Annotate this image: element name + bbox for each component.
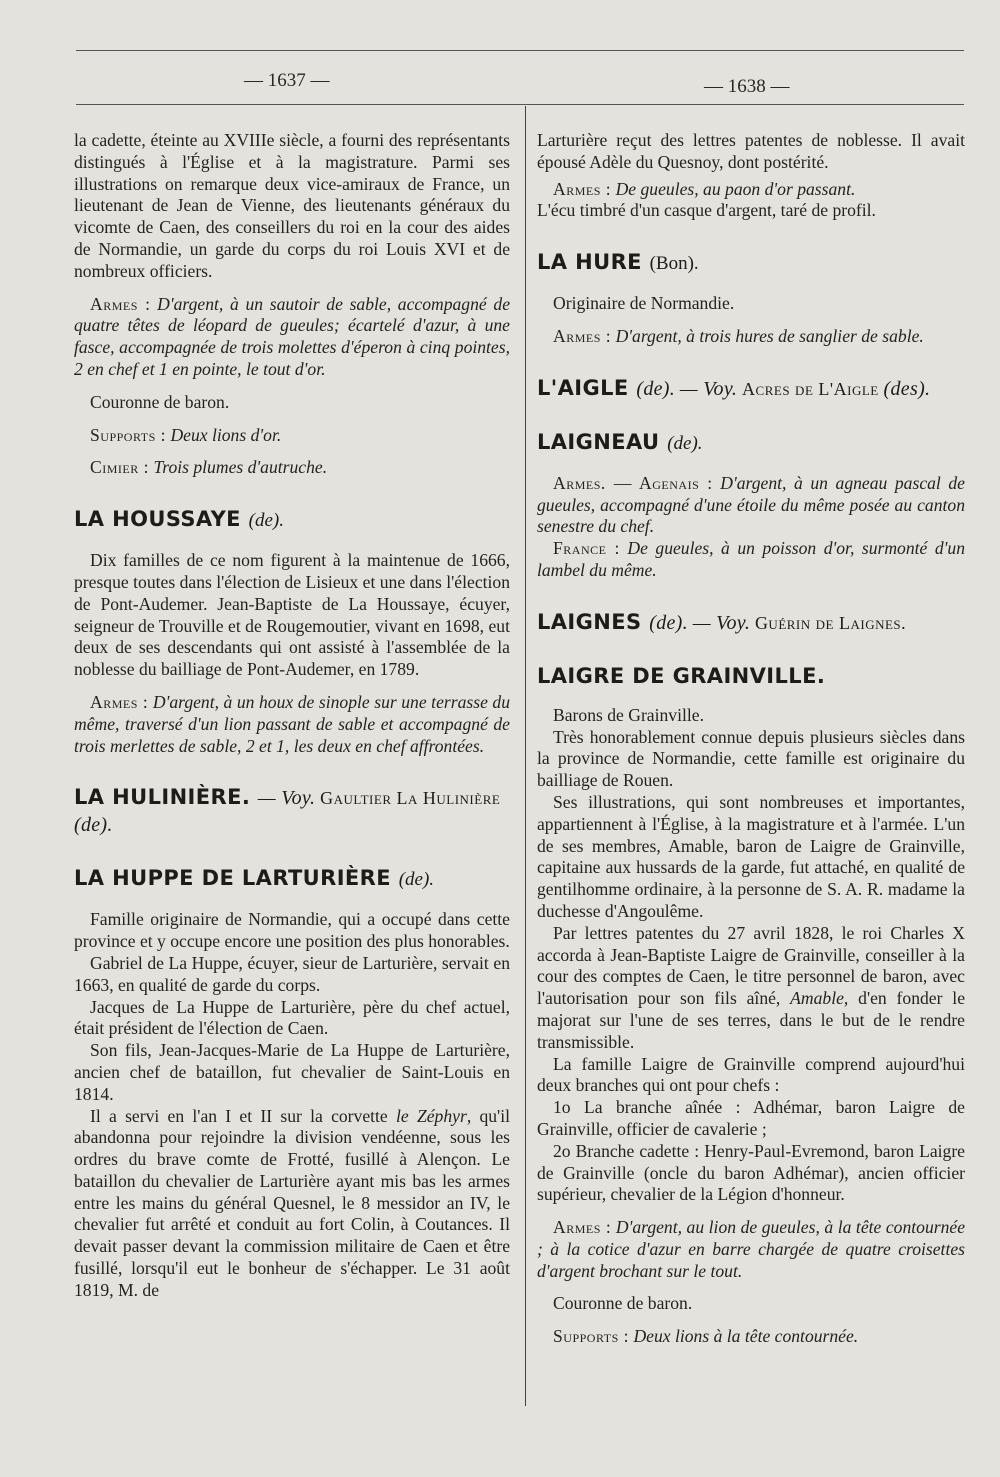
huppe-p3: Jacques de La Huppe de Larturière, père du chef actuel, était président de l'élection de Caen. <box>74 996 510 1039</box>
heading-sub: (de). <box>248 510 284 532</box>
left-column <box>74 130 510 1302</box>
page-number-left: — 1637 — <box>244 70 330 91</box>
heading-title: L'AIGLE <box>537 375 629 400</box>
heading-sub: (de). <box>667 432 703 454</box>
heading-laignes <box>537 609 965 636</box>
heading-sub: (de). <box>398 869 435 891</box>
supports-text: Deux lions d'or. <box>170 424 282 445</box>
armes-label: Armes : <box>553 1217 612 1238</box>
cross-ref: Gaultier La Hulinière <box>320 788 501 809</box>
heading-laigneau <box>537 429 965 457</box>
heading-l-aigle <box>537 375 965 402</box>
cross-ref: Guérin de Laignes. <box>754 612 907 633</box>
continuation-paragraph: Larturière reçut des lettres patentes de noblesse. Il avait épousé Adèle du Quesnoy, dont postérité. <box>537 130 965 172</box>
laigneau-france <box>537 538 965 582</box>
heading-la-houssaye <box>74 506 510 534</box>
huppe-p5-end: , qu'il abandonna pour rejoindre la division vendéenne, sous les ordres du brave comte de Frotté, fusillé à Alençon. Le bataillon du chevalier de Larturière ayant mis bas les armes entre les mains du général Quesnel, le 8 messidor an IV, le chevalier fut arrêté et conduit au fort Colin, à Coutances. Il devait passer devant la commission militaire de Caen et être fusillé, lorsqu'il eut le bonheur de s'échapper. Le 31 août 1819, M. de <box>74 1105 511 1300</box>
armes-text: D'argent, au lion de gueules, à la tête contournée ; à la cotice d'azur en barre chargée de quatre croisettes d'argent brochant sur le tout. <box>537 1217 966 1281</box>
cimier-text: Trois plumes d'autruche. <box>153 457 328 478</box>
heading-title: LA HOUSSAYE <box>74 507 241 532</box>
armes-paragraph <box>537 179 965 201</box>
laigre-p2: Ses illustrations, qui sont nombreuses et importantes, appartiennent à l'Église, à la magistrature et à l'armée. L'un de ses membres, Amable, baron de Laigre de Grainville, capitaine aux hussards de la garde, fut attaché, en qualité de gentilhomme ordinaire, à la personne de S. A. R. madame la duchesse d'Angoulême. <box>537 791 965 921</box>
intro-paragraph: la cadette, éteinte au XVIIIe siècle, a fourni des représentants distingués à l'Église et à la magistrature. Parmi ses illustrations on remarque deux vice-amiraux de France, un lieutenant de Jean de Vienne, des lieutenants généraux du vicomte de Caen, des conseillers du roi en la cour des aides de Normandie, un garde du corps du roi Louis XVI et de nombreux officiers. <box>74 130 510 281</box>
laigre-supports <box>537 1326 965 1348</box>
page-number-right: — 1638 — <box>704 76 790 97</box>
france-text: De gueules, à un poisson d'or, surmonté d'un lambel du même. <box>537 538 966 580</box>
voy-ref: — Voy. <box>257 787 316 810</box>
huppe-p5-start: Il a servi en l'an I et II sur la corvette <box>90 1105 388 1126</box>
armes-text: D'argent, à trois hures de sanglier de sable. <box>615 325 924 346</box>
ecu-line: L'écu timbré d'un casque d'argent, taré de profil. <box>537 200 876 221</box>
header-rule <box>76 104 964 105</box>
laigre-p3 <box>537 923 965 1054</box>
cross-ref-sub: (de). <box>74 814 113 837</box>
heading-la-hure <box>537 249 965 277</box>
laigre-p6: 2o Branche cadette : Henry-Paul-Evremond, baron Laigre de Grainville (oncle du baron Adhémar), ancien officier supérieur, chevalier de la Légion d'honneur. <box>537 1140 965 1205</box>
couronne-line: Couronne de baron. <box>90 391 230 412</box>
laigre-p5: 1o La branche aînée : Adhémar, baron Laigre de Grainville, officier de cavalerie ; <box>537 1097 965 1139</box>
armes-text: D'argent, à un sautoir de sable, accompagné de quatre têtes de léopard de gueules; écartelé d'azur, à une fasce, accompagnée de trois molettes d'éperon à cinq pointes, 2 en chef et 1 en pointe, le tout d'or. <box>74 293 510 379</box>
heading-sub: (Bon). <box>649 253 699 275</box>
heading-title: LAIGRE DE GRAINVILLE. <box>537 663 826 688</box>
supports-text: Deux lions à la tête contournée. <box>633 1326 859 1347</box>
hure-paragraph: Originaire de Normandie. <box>553 293 735 314</box>
supports-label: Supports : <box>90 424 167 445</box>
heading-sub: (de). <box>649 611 688 634</box>
armes-label: Armes. — Agenais : <box>553 472 713 493</box>
heading-sub: (de). <box>636 377 676 400</box>
armes-paragraph <box>74 294 510 381</box>
heading-laigre-de-grainville <box>537 663 965 689</box>
voy-ref: — Voy. <box>679 377 738 400</box>
ship-name: le Zéphyr <box>396 1105 467 1126</box>
laigre-p3-start: Par lettres patentes du 27 avril 1828, le roi Charles X accorda à Jean-Baptiste Laigre de Grainville, conseiller à la cour des comptes de Caen, le titre personnel de baron, avec l'autorisation pour son fils aîné, <box>537 922 965 1009</box>
laigre-p1: Très honorablement connue depuis plusieurs siècles dans la province de Normandie, cette famille est originaire du bailliage de Rouen. <box>537 726 965 791</box>
cimier-line <box>74 457 510 479</box>
heading-la-huliniere <box>74 784 510 838</box>
heading-title: LA HUPPE DE LARTURIÈRE <box>74 866 391 891</box>
cross-ref: Acres de L'Aigle <box>742 378 879 399</box>
top-rule <box>76 50 964 51</box>
armes-label: Armes : <box>90 293 151 314</box>
person-name: Amable <box>790 988 844 1009</box>
heading-la-huppe <box>74 865 510 893</box>
cross-ref-sub: (des). <box>883 377 931 400</box>
armes-label: Armes : <box>553 325 612 346</box>
france-label: France : <box>553 538 620 559</box>
laigre-couronne: Couronne de baron. <box>553 1293 693 1314</box>
heading-title: LAIGNEAU <box>537 429 660 454</box>
huppe-p1: Famille originaire de Normandie, qui a occupé dans cette province et y occupe encore une position des plus honorables. <box>74 909 510 952</box>
armes-text: D'argent, à un agneau pascal de gueules, accompagné d'une étoile du même posée au canton senestre du chef. <box>537 472 965 537</box>
huppe-p4: Son fils, Jean-Jacques-Marie de La Huppe de Larturière, ancien chef de bataillon, fut chevalier de Saint-Louis en 1814. <box>74 1040 510 1104</box>
laigre-p4: La famille Laigre de Grainville comprend aujourd'hui deux branches qui ont pour chefs : <box>537 1053 965 1096</box>
hure-armes <box>537 326 965 348</box>
heading-title: LA HULINIÈRE. <box>74 785 251 810</box>
houssaye-armes <box>74 692 510 757</box>
houssaye-paragraph: Dix familles de ce nom figurent à la maintenue de 1666, presque toutes dans l'élection de Lisieux et une dans l'élection de Pont-Audemer. Jean-Baptiste de La Houssaye, écuyer, seigneur de Trouville et de Rougemoutier, vivant en 1698, eut deux de ses descendants qui ont assisté à l'assemblée de la noblesse du bailliage de Pont-Audemer, en 1789. <box>74 550 510 680</box>
cimier-label: Cimier : <box>90 457 150 478</box>
voy-ref: — Voy. <box>692 611 751 634</box>
laigre-armes <box>537 1217 965 1282</box>
heading-title: LA HURE <box>537 250 642 275</box>
column-divider <box>525 106 526 1406</box>
huppe-p2: Gabriel de La Huppe, écuyer, sieur de Larturière, servait en 1663, en qualité de garde du corps. <box>74 952 510 995</box>
heading-title: LAIGNES <box>537 609 642 634</box>
armes-text: D'argent, à un houx de sinople sur une terrasse du même, traversé d'un lion passant de sable et accompagné de trois merlettes de sable, 2 et 1, les deux en chef affrontées. <box>74 691 511 756</box>
huppe-p5 <box>74 1106 510 1302</box>
armes-label: Armes : <box>90 691 149 712</box>
supports-label: Supports : <box>553 1326 630 1347</box>
laigre-p3-end: , d'en fonder le majorat sur l'une de ses terres, dans le but de le rendre transmissible. <box>537 988 966 1052</box>
supports-line <box>74 425 510 447</box>
armes-label: Armes : <box>553 178 612 199</box>
right-column <box>537 130 965 1348</box>
armes-text: De gueules, au paon d'or passant. <box>615 178 856 199</box>
laigre-p0: Barons de Grainville. <box>553 704 704 725</box>
laigneau-armes <box>537 473 965 538</box>
